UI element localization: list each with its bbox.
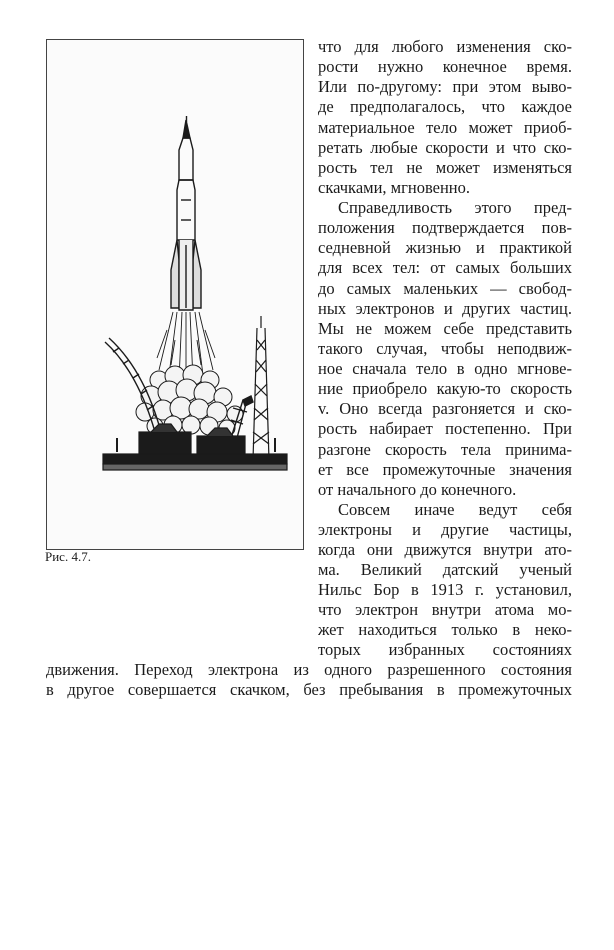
service-mast xyxy=(253,316,269,460)
column-text-line: де предполагалось, что каждое xyxy=(318,97,572,116)
column-text-line: что для любого изменения ско- xyxy=(318,37,572,56)
column-text-line: до самых маленьких — свобод- xyxy=(318,279,572,298)
column-text-line: положения подтверждается пов- xyxy=(318,218,572,237)
figure-rocket-launch xyxy=(46,39,304,550)
column-text-line: Нильс Бор в 1913 г. установил, xyxy=(318,580,572,599)
column-text-line: ное сначала тело в одно мгнове- xyxy=(318,359,572,378)
column-text-line: материальное тело может приоб- xyxy=(318,118,572,137)
column-text-line: электроны и другие частицы, xyxy=(318,520,572,539)
body-text-line: в другое совершается скачком, без пребывания в промежуточных xyxy=(46,680,572,699)
column-text-line: рость тел не может изменяться xyxy=(318,158,572,177)
column-text-line: разгоне скорость тела принима- xyxy=(318,440,572,459)
rocket-launch-illustration xyxy=(47,40,303,549)
column-text-line: Мы не можем себе представить xyxy=(318,319,572,338)
smoke-cloud xyxy=(136,365,243,436)
column-text-line: ма. Великий датский ученый xyxy=(318,560,572,579)
column-text-line: от начального до конечного. xyxy=(318,480,517,499)
column-text-line: рости нужно конечное время. xyxy=(318,57,572,76)
body-text-line: движения. Переход электрона из одного разрешенного состояния xyxy=(46,660,572,679)
column-text-line: v. Оно всегда разгоняется и ско- xyxy=(318,399,572,418)
column-text-line: седневной жизнью и практикой xyxy=(318,238,572,257)
column-text-line: когда они движутся внутри ато- xyxy=(318,540,572,559)
column-text-line: ет все промежуточные значения xyxy=(318,460,572,479)
figure-caption: Рис. 4.7. xyxy=(45,549,91,564)
column-text-line: ние приобрело какую-то скорость xyxy=(318,379,572,398)
rocket xyxy=(171,116,201,310)
column-text-line: для всех тел: от самых больших xyxy=(318,258,572,277)
column-text-line: что электрон внутри атома мо- xyxy=(318,600,572,619)
column-text-line: ных электронов и других частиц. xyxy=(318,299,572,318)
column-text-line: Совсем иначе ведут себя xyxy=(338,500,572,519)
column-text-line: такого случая, чтобы неподвиж- xyxy=(318,339,572,358)
column-text-line: Или по-другому: при этом выво- xyxy=(318,77,572,96)
column-text-line: Справедливость этого пред- xyxy=(338,198,572,217)
column-text-line: жет находиться только в неко- xyxy=(318,620,572,639)
column-text-line: ретать любые скорости и что ско- xyxy=(318,138,572,157)
column-text-line: торых избранных состояниях xyxy=(318,640,572,659)
column-text-line: скачками, мгновенно. xyxy=(318,178,471,197)
column-text-line: рость набирает постепенно. При xyxy=(318,419,572,438)
